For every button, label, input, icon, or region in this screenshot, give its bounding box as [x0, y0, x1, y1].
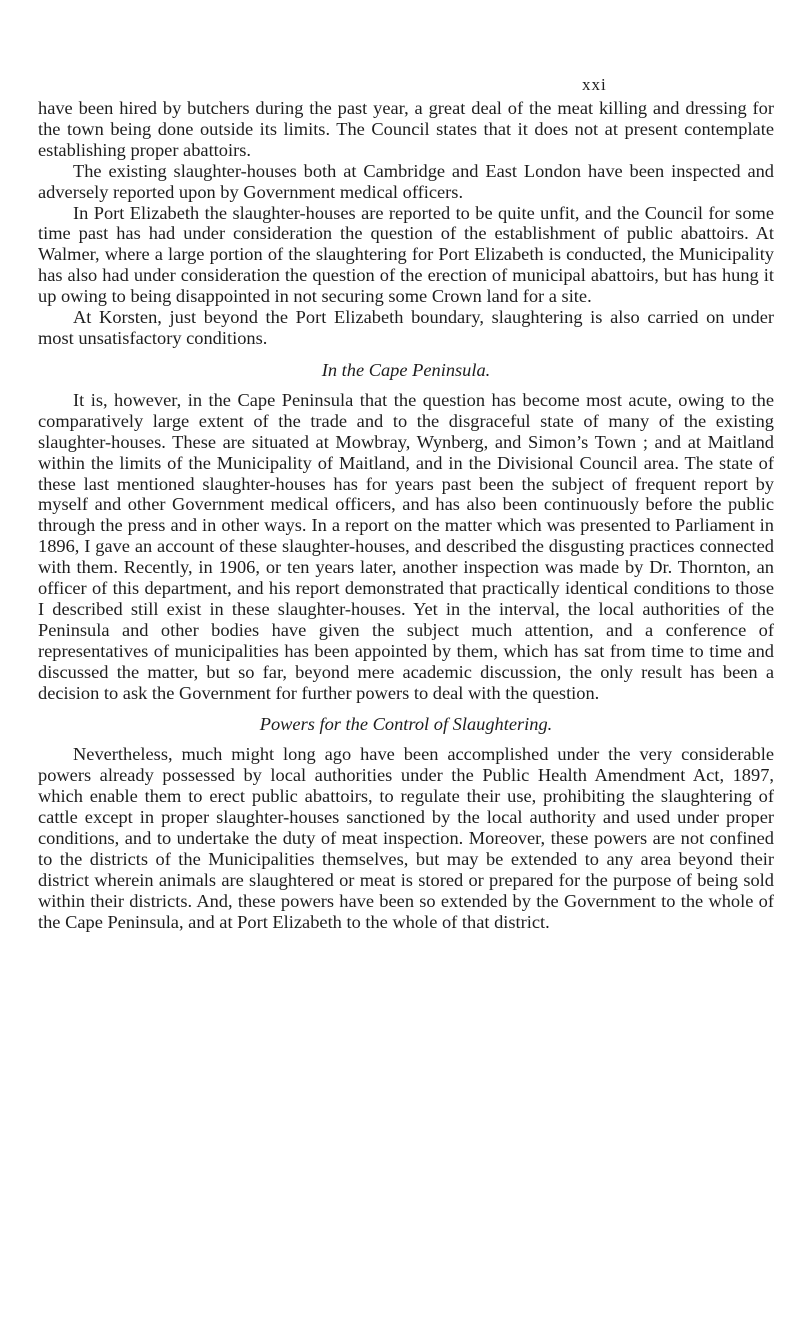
paragraph: At Korsten, just beyond the Port Elizabeth boundary, slaughtering is also carried on under most unsatisfactory conditions. — [38, 307, 774, 348]
paragraph: The existing slaughter-houses both at Cambridge and East London have been inspected and adversely reported upon by Government medical officers. — [38, 160, 774, 202]
page-number: xxi — [582, 75, 607, 94]
body-text — [38, 98, 774, 933]
section-heading-cape-peninsula: In the Cape Peninsula. — [321, 359, 491, 380]
section-heading-powers: Powers for the Control of Slaughtering. — [259, 714, 553, 735]
paragraph: have been hired by butchers during the past year, a great deal of the meat killing and dressing for the town being done outside its limits. The Council states that it does not at present contemplate establishing proper abattoirs. — [38, 98, 774, 160]
paragraph: Nevertheless, much might long ago have been accomplished under the very considerable powers already possessed by local authorities under the Public Health Amendment Act, 1897, which enable them to erect public abattoirs, to regulate their use, prohibiting the slaughtering of cattle except in proper slaughter-houses sanctioned by the local authority and used under proper conditions, and to undertake the duty of meat inspection. Moreover, these powers are not confined to the districts of the Municipalities themselves, but may be extended to any area beyond their district wherein animals are slaughtered or meat is stored or prepared for the purpose of being sold within their districts. And, these powers have been so extended by the Government to the whole of the Cape Peninsula, and at Port Elizabeth to the whole of that district. — [38, 744, 774, 932]
paragraph: It is, however, in the Cape Peninsula that the question has become most acute, owing to the comparatively large extent of the trade and to the disgraceful state of many of the existing slaughter-houses. These are situated at Mowbray, Wynberg, and Simon’s Town ; and at Maitland within the limits of the Municipality of Maitland, and in the Divisional Council area. The state of these last mentioned slaughter-houses has for years past been the subject of frequent report by myself and other Government medical officers, and has also been continuously before the public through the press and in other ways. In a report on the matter which was presented to Parliament in 1896, I gave an account of these slaughter-houses, and described the disgusting practices connected with them. Recently, in 1906, or ten years later, another inspection was made by Dr. Thornton, an officer of this department, and his report demonstrated that practically identical conditions to those I described still exist in these slaughter-houses. Yet in the interval, the local authorities of the Peninsula and other bodies have given the subject much attention, and a conference of representatives of municipalities has been appointed by them, which has sat from time to time and discussed the matter, but so far, beyond mere academic discussion, the only result has been a decision to ask the Government for further powers to deal with the question. — [38, 389, 774, 703]
paragraph: In Port Elizabeth the slaughter-houses are reported to be quite unfit, and the Council for some time past has had under consideration the question of the establishment of public abattoirs. At Walmer, where a large portion of the slaughtering for Port Elizabeth is conducted, the Municipality has also had under consideration the question of the erection of municipal abattoirs, but has hung it up owing to being disappointed in not securing some Crown land for a site. — [38, 202, 774, 307]
